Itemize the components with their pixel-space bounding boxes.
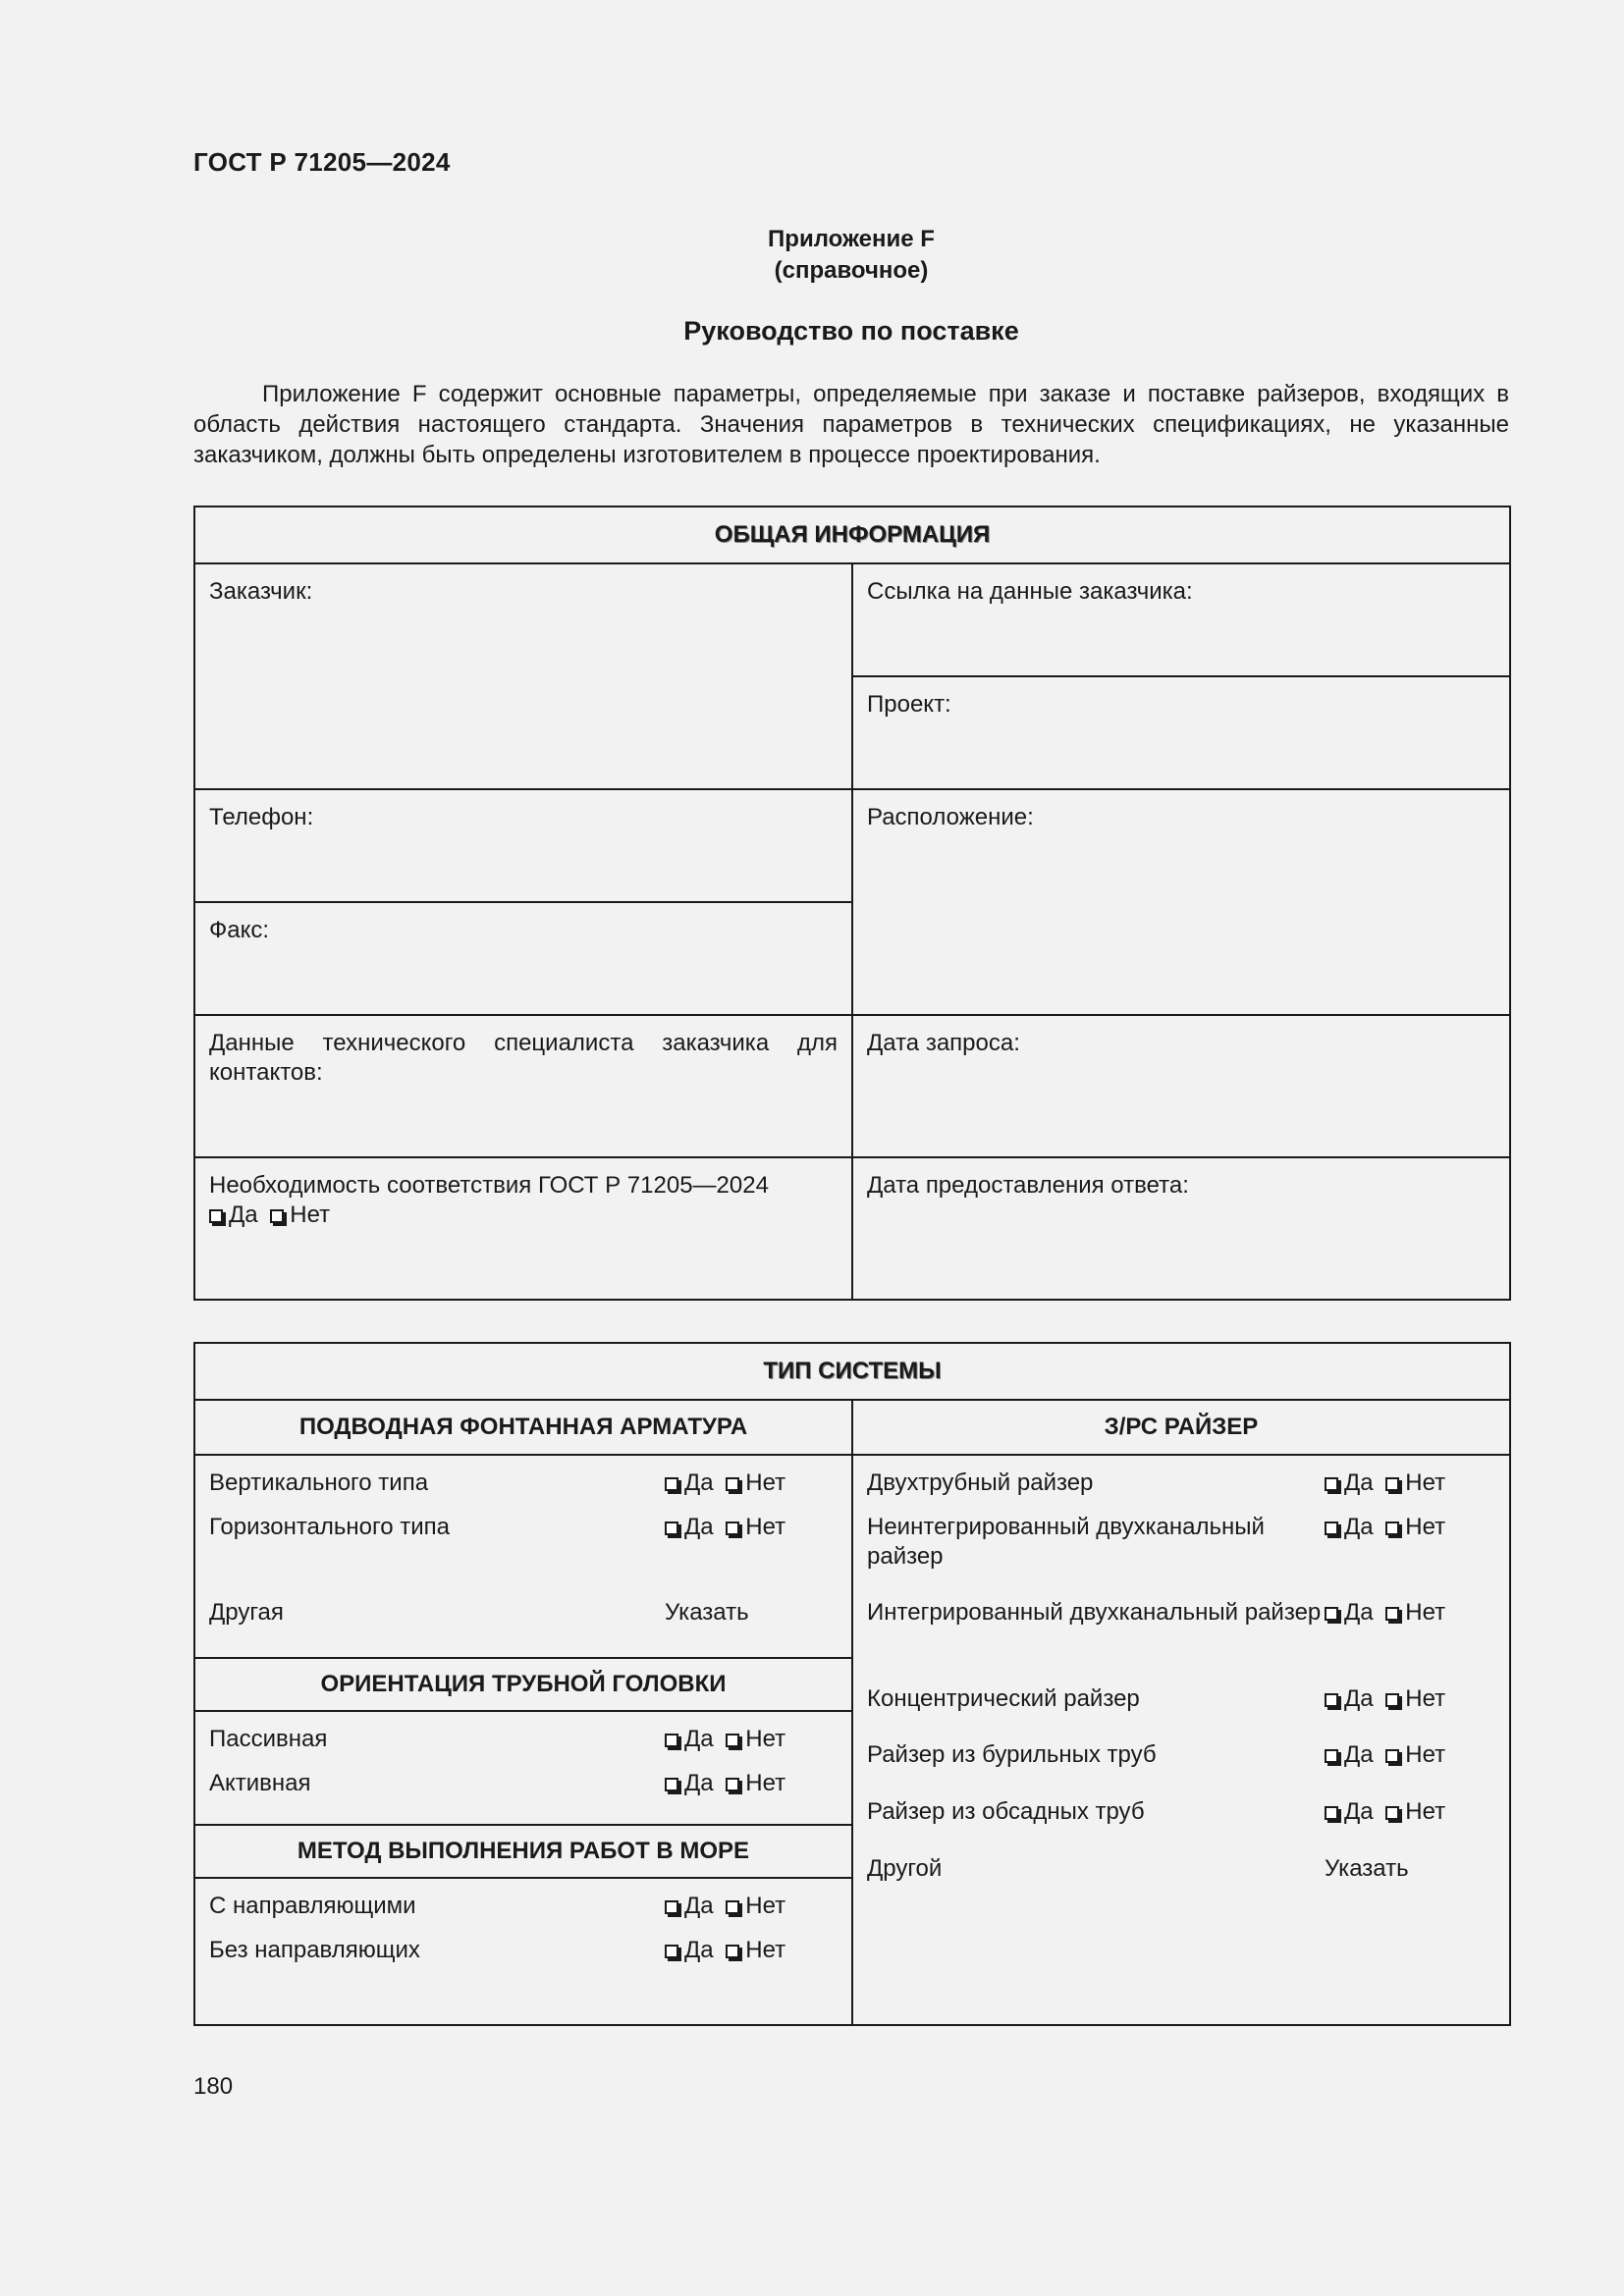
intro-paragraph: Приложение F содержит основные параметры, определяемые при заказе и поставке райзеров, входящих в область действия настоящего стандарта. Значения параметров в технических спецификациях, не указанные заказчиком, должны быть определены изготовителем в процессе проектирования. bbox=[193, 381, 1509, 468]
yes-checkbox[interactable] bbox=[665, 1522, 678, 1535]
yes-label: Да bbox=[684, 1726, 714, 1752]
no-checkbox[interactable] bbox=[1385, 1693, 1399, 1707]
yes-label: Да bbox=[1344, 1798, 1374, 1825]
location-field[interactable] bbox=[852, 789, 1510, 1015]
yes-label: Да bbox=[684, 1937, 714, 1963]
no-label: Нет bbox=[1405, 1599, 1446, 1626]
option-label: Другой bbox=[867, 1855, 943, 1882]
yes-checkbox[interactable] bbox=[665, 1734, 678, 1747]
customer-ref-label: Ссылка на данные заказчика: bbox=[867, 578, 1193, 605]
general-info-heading: ОБЩАЯ ИНФОРМАЦИЯ bbox=[194, 507, 1510, 563]
option-row bbox=[853, 1684, 1509, 1740]
annex-type: (справочное) bbox=[774, 257, 929, 284]
option-row bbox=[195, 1879, 851, 1936]
phone-label: Телефон: bbox=[209, 804, 314, 830]
subsea-tree-heading: ПОДВОДНАЯ ФОНТАННАЯ АРМАТУРА bbox=[195, 1401, 851, 1456]
no-checkbox[interactable] bbox=[726, 1778, 739, 1791]
no-label: Нет bbox=[745, 1726, 786, 1752]
project-label: Проект: bbox=[867, 691, 951, 718]
left-column bbox=[194, 1400, 852, 2025]
request-date-label: Дата запроса: bbox=[867, 1030, 1020, 1056]
option-row bbox=[195, 1936, 851, 1983]
customer-ref-field[interactable] bbox=[852, 563, 1510, 676]
yes-label: Да bbox=[684, 1469, 714, 1496]
phone-field[interactable] bbox=[194, 789, 852, 902]
option-row bbox=[853, 1456, 1509, 1513]
yes-label: Да bbox=[1344, 1599, 1374, 1626]
option-label: Вертикального типа bbox=[209, 1469, 429, 1496]
no-checkbox[interactable] bbox=[726, 1522, 739, 1535]
option-row bbox=[853, 1598, 1509, 1684]
no-label: Нет bbox=[1405, 1685, 1446, 1712]
compliance-field bbox=[194, 1157, 852, 1300]
yes-checkbox[interactable] bbox=[665, 1900, 678, 1914]
yes-checkbox[interactable] bbox=[1325, 1693, 1338, 1707]
customer-label: Заказчик: bbox=[209, 578, 313, 605]
compliance-yes-checkbox[interactable] bbox=[209, 1209, 223, 1223]
option-row bbox=[195, 1456, 851, 1513]
yes-label: Да bbox=[684, 1770, 714, 1796]
yes-label: Да bbox=[1344, 1469, 1374, 1496]
yes-checkbox[interactable] bbox=[665, 1477, 678, 1491]
yes-label: Да bbox=[1344, 1514, 1374, 1540]
no-label: Нет bbox=[745, 1770, 786, 1796]
location-label: Расположение: bbox=[867, 804, 1034, 830]
option-label: Концентрический райзер bbox=[867, 1685, 1140, 1712]
no-label: Нет bbox=[1405, 1514, 1446, 1540]
option-row bbox=[195, 1513, 851, 1598]
no-checkbox[interactable] bbox=[726, 1477, 739, 1491]
option-label: Райзер из обсадных труб bbox=[867, 1798, 1145, 1825]
yes-checkbox[interactable] bbox=[1325, 1607, 1338, 1621]
compliance-no-checkbox[interactable] bbox=[270, 1209, 284, 1223]
contact-label: Данные технического специалиста заказчика для контактов: bbox=[209, 1030, 838, 1086]
compliance-yes-label: Да bbox=[229, 1201, 258, 1228]
yes-label: Да bbox=[1344, 1685, 1374, 1712]
yes-label: Да bbox=[1344, 1741, 1374, 1768]
specify-field[interactable]: Указать bbox=[665, 1599, 749, 1626]
yes-checkbox[interactable] bbox=[665, 1945, 678, 1958]
no-checkbox[interactable] bbox=[1385, 1749, 1399, 1763]
no-checkbox[interactable] bbox=[726, 1900, 739, 1914]
system-type-table bbox=[193, 1342, 1511, 2026]
no-label: Нет bbox=[745, 1893, 786, 1919]
no-checkbox[interactable] bbox=[726, 1945, 739, 1958]
annex-title: Приложение F bbox=[768, 226, 935, 252]
no-checkbox[interactable] bbox=[726, 1734, 739, 1747]
compliance-no-label: Нет bbox=[290, 1201, 331, 1228]
option-label: Двухтрубный райзер bbox=[867, 1469, 1094, 1496]
yes-label: Да bbox=[684, 1514, 714, 1540]
yes-checkbox[interactable] bbox=[1325, 1806, 1338, 1820]
no-checkbox[interactable] bbox=[1385, 1477, 1399, 1491]
option-label: Горизонтального типа bbox=[209, 1514, 450, 1540]
right-column bbox=[852, 1400, 1510, 2025]
project-field[interactable] bbox=[852, 676, 1510, 789]
fax-field[interactable] bbox=[194, 902, 852, 1015]
system-type-heading: ТИП СИСТЕМЫ bbox=[194, 1343, 1510, 1400]
option-row bbox=[195, 1712, 851, 1769]
option-label: Интегрированный двухканальный райзер bbox=[867, 1599, 1322, 1626]
yes-label: Да bbox=[684, 1893, 714, 1919]
response-date-field[interactable] bbox=[852, 1157, 1510, 1300]
fax-label: Факс: bbox=[209, 917, 270, 943]
option-row bbox=[853, 1513, 1509, 1598]
option-row bbox=[195, 1598, 851, 1657]
specify-field[interactable]: Указать bbox=[1325, 1855, 1409, 1882]
compliance-label: Необходимость соответствия ГОСТ Р 71205—2024 bbox=[209, 1172, 769, 1199]
yes-checkbox[interactable] bbox=[665, 1778, 678, 1791]
general-info-table bbox=[193, 506, 1511, 1301]
no-checkbox[interactable] bbox=[1385, 1522, 1399, 1535]
option-label: С направляющими bbox=[209, 1893, 416, 1919]
no-label: Нет bbox=[1405, 1741, 1446, 1768]
option-row bbox=[853, 1854, 1509, 1911]
document-header: ГОСТ Р 71205—2024 bbox=[193, 147, 451, 177]
annex-heading bbox=[193, 224, 1509, 287]
response-date-label: Дата предоставления ответа: bbox=[867, 1172, 1189, 1199]
no-checkbox[interactable] bbox=[1385, 1607, 1399, 1621]
option-label: Пассивная bbox=[209, 1726, 328, 1752]
no-label: Нет bbox=[745, 1469, 786, 1496]
option-label: Активная bbox=[209, 1770, 311, 1796]
request-date-field[interactable] bbox=[852, 1015, 1510, 1157]
yes-checkbox[interactable] bbox=[1325, 1749, 1338, 1763]
orientation-heading: ОРИЕНТАЦИЯ ТРУБНОЙ ГОЛОВКИ bbox=[195, 1657, 851, 1712]
no-label: Нет bbox=[745, 1514, 786, 1540]
no-label: Нет bbox=[1405, 1469, 1446, 1496]
option-row bbox=[853, 1797, 1509, 1854]
option-label: Неинтегрированный двухканальный райзер bbox=[867, 1514, 1265, 1570]
yes-checkbox[interactable] bbox=[1325, 1522, 1338, 1535]
option-label: Другая bbox=[209, 1599, 284, 1626]
page-number: 180 bbox=[193, 2073, 234, 2100]
section-title: Руководство по поставке bbox=[683, 316, 1019, 346]
offshore-method-heading: МЕТОД ВЫПОЛНЕНИЯ РАБОТ В МОРЕ bbox=[195, 1824, 851, 1879]
contact-field[interactable] bbox=[194, 1015, 852, 1157]
no-label: Нет bbox=[745, 1937, 786, 1963]
option-row bbox=[195, 1769, 851, 1824]
yes-checkbox[interactable] bbox=[1325, 1477, 1338, 1491]
option-label: Райзер из бурильных труб bbox=[867, 1741, 1157, 1768]
no-checkbox[interactable] bbox=[1385, 1806, 1399, 1820]
no-label: Нет bbox=[1405, 1798, 1446, 1825]
option-row bbox=[853, 1740, 1509, 1797]
option-label: Без направляющих bbox=[209, 1937, 420, 1963]
customer-field[interactable] bbox=[194, 563, 852, 789]
riser-heading: З/РС РАЙЗЕР bbox=[853, 1401, 1509, 1456]
